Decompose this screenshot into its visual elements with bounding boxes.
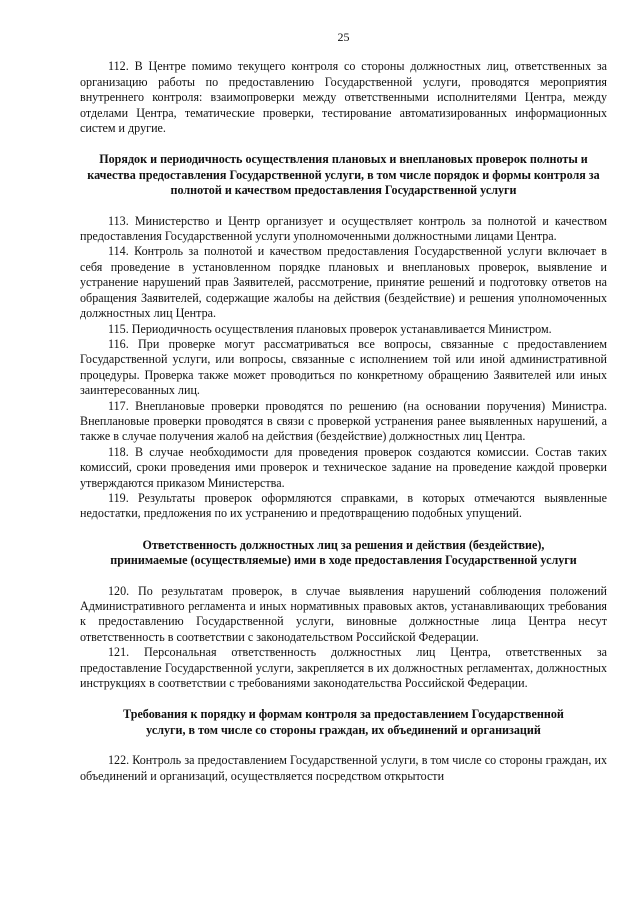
- spacer: [80, 691, 607, 707]
- paragraph-117: 117. Внеплановые проверки проводятся по решению (на основании поручения) Министра. Внеплановые проверки проводятся в связи с проверкой устранения ранее выявленных нарушений, а также в случае получения жалоб на действия (бездействие) должностных лиц Центра.: [80, 398, 607, 444]
- paragraph-112: 112. В Центре помимо текущего контроля со стороны должностных лиц, ответственных за организацию работы по предоставлению Государственной услуги, проводятся мероприятия внутреннего контроля: взаимопроверки между ответственными исполнителями Центра, между отделами Центра, тематические проверки, тестирование автоматизированных информационных систем и другие.: [80, 59, 607, 136]
- spacer: [80, 199, 607, 214]
- paragraph-120: 120. По результатам проверок, в случае выявления нарушений соблюдения положений Административного регламента и иных нормативных правовых актов, устанавливающих требования к предоставлению Государственной услуги, виновные должностные лица Центра несут ответственность в соответствии с законодательством Российской Федерации.: [80, 583, 607, 644]
- spacer: [80, 569, 607, 584]
- paragraph-121: 121. Персональная ответственность должностных лиц Центра, ответственных за предоставление Государственной услуги, закрепляется в их должностных регламентах, должностных инструкциях в соответствии с требованиями законодательства Российской Федерации.: [80, 645, 607, 691]
- page-number: 25: [337, 30, 350, 44]
- paragraph-118: 118. В случае необходимости для проведения проверок создаются комиссии. Состав таких комиссий, сроки проведения ими проверок и техническое задание на проведение каждой проверки утверждаются приказом Министерства.: [80, 444, 607, 490]
- paragraph-114: 114. Контроль за полнотой и качеством предоставления Государственной услуги включает в себя проведение в установленном порядке плановых и внеплановых проверок, выявление и устранение нарушений прав Заявителей, рассмотрение, принятие решений и подготовку ответов на обращения Заявителей, содержащие жалобы на действия (бездействие) и решения уполномоченных должностных лиц Центра.: [80, 244, 607, 321]
- section-heading-control-requirements: Требования к порядку и формам контроля за предоставлением Государственной услуги, в том числе со стороны граждан, их объединений и организаций: [123, 707, 564, 737]
- spacer: [80, 738, 607, 753]
- section-heading-responsibility: Ответственность должностных лиц за решения и действия (бездействие), принимаемые (осуществляемые) ими в ходе предоставления Государственной услуги: [110, 537, 577, 568]
- paragraph-115: 115. Периодичность осуществления плановых проверок устанавливается Министром.: [108, 321, 552, 336]
- paragraph-116: 116. При проверке могут рассматриваться все вопросы, связанные с предоставлением Государственной услуги, или вопросы, связанные с исполнением той или иной административной процедуры. Проверка также может проводиться по конкретному обращению Заявителей или иных заинтересованных лиц.: [80, 336, 607, 398]
- paragraph-119: 119. Результаты проверок оформляются справками, в которых отмечаются выявленные недостатки, предложения по их устранению и предотвращению подобных упущений.: [80, 490, 607, 521]
- section-heading-inspections: Порядок и периодичность осуществления плановых и внеплановых проверок полноты и качества предоставления Государственной услуги, в том числе порядок и формы контроля за полнотой и качеством предоставления Государственной услуги: [87, 152, 600, 198]
- paragraph-113: 113. Министерство и Центр организует и осуществляет контроль за полнотой и качеством предоставления Государственной услуги уполномоченными должностными лицами Центра.: [80, 213, 607, 244]
- paragraph-122: 122. Контроль за предоставлением Государственной услуги, в том числе со стороны граждан, их объединений и организаций, осуществляется посредством открытости: [80, 753, 607, 783]
- spacer: [80, 136, 607, 152]
- spacer: [80, 522, 607, 538]
